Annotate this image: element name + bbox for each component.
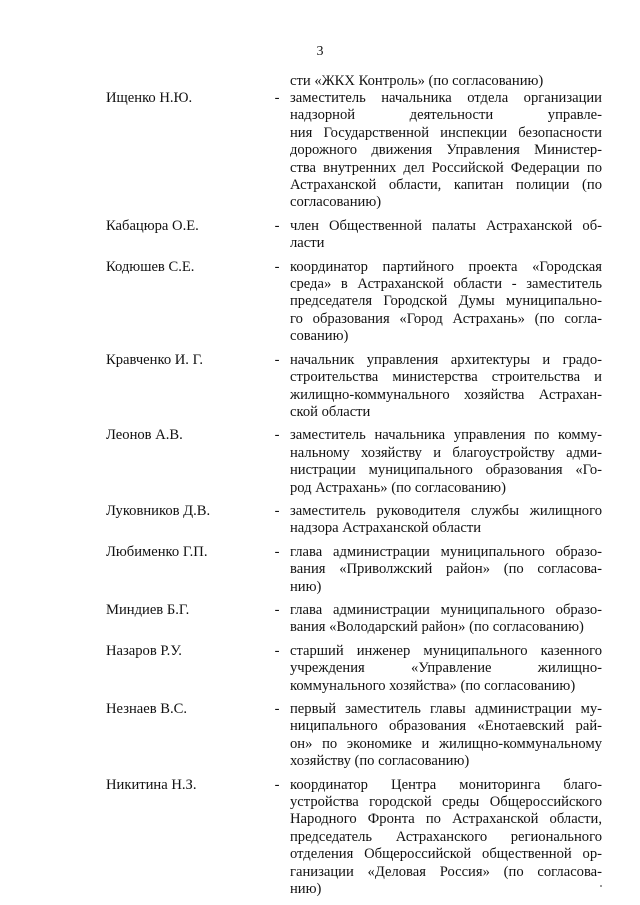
page-number: 3	[316, 44, 324, 59]
member-list	[0, 90, 640, 904]
dash-separator: -	[274, 258, 280, 275]
position-line: нальному хозяйству и благоустройству адми-	[290, 444, 602, 461]
dash-separator: -	[274, 543, 280, 560]
member-entry	[0, 427, 640, 497]
position-line: надзора Астраханской области	[290, 520, 482, 537]
position-line: заместитель начальника отдела организации	[290, 90, 602, 106]
dash-separator: -	[274, 217, 280, 234]
position-line: строительства министерства строительства и	[290, 369, 602, 386]
dash-separator: -	[274, 502, 280, 519]
member-name: Незнаев В.С.	[106, 701, 188, 717]
member-position	[290, 544, 602, 596]
member-entry	[0, 259, 640, 346]
position-line: отделения Общероссийской общественной ор-	[290, 846, 602, 863]
member-entry	[0, 643, 640, 695]
position-line: первый заместитель главы администрации му-	[290, 701, 602, 717]
position-line: вания «Володарский район» (по согласованию)	[290, 619, 584, 636]
position-line: род Астрахань» (по согласованию)	[290, 479, 506, 496]
position-line: Астраханской области, капитан полиции (по	[290, 177, 602, 194]
dash-separator: -	[274, 427, 280, 444]
dash-separator: -	[274, 642, 280, 659]
member-entry	[0, 777, 640, 899]
member-name: Миндиев Б.Г.	[106, 601, 190, 618]
member-name: Леонов А.В.	[106, 427, 183, 444]
member-position	[290, 602, 602, 637]
position-line: координатор Центра мониторинга благо-	[290, 776, 602, 793]
position-line: надзорной деятельности управле-	[290, 107, 602, 124]
position-line: нию)	[290, 881, 322, 898]
member-position	[290, 701, 602, 771]
position-line: Народного Фронта по Астраханской области,	[290, 811, 602, 828]
member-position	[290, 503, 602, 538]
dash-separator: -	[274, 701, 280, 717]
position-line: старший инженер муниципального казенного	[290, 642, 602, 659]
member-name: Кравченко И. Г.	[106, 351, 204, 368]
position-line: учреждения «Управление жилищно-	[290, 660, 602, 677]
position-line: сованию)	[290, 328, 349, 345]
member-entry	[0, 352, 640, 422]
position-line: среда» в Астраханской области - заместитель	[290, 276, 602, 293]
dash-separator: -	[274, 351, 280, 368]
position-line: он» по экономике и жилищно-коммунальному	[290, 735, 602, 752]
position-line: координатор партийного проекта «Городская	[290, 258, 602, 275]
position-line: хозяйству (по согласованию)	[290, 753, 470, 770]
member-entry	[0, 218, 640, 253]
dash-separator: -	[274, 90, 280, 106]
member-entry	[0, 90, 640, 212]
position-line: нию)	[290, 578, 322, 595]
position-line: коммунального хозяйства» (по согласованию)	[290, 677, 576, 694]
member-position	[290, 90, 602, 212]
dash-separator: -	[274, 601, 280, 618]
position-line: ния Государственной инспекции безопасности	[290, 124, 602, 141]
position-line: председатель Астраханского регионального	[290, 828, 602, 845]
member-position	[290, 643, 602, 695]
position-line: согласованию)	[290, 194, 382, 211]
position-line: заместитель руководителя службы жилищного	[290, 502, 602, 519]
scan-speck	[600, 885, 602, 887]
member-position	[290, 427, 602, 497]
member-name: Кодюшев С.Е.	[106, 258, 195, 275]
position-line: го образования «Город Астрахань» (по согла-	[290, 310, 602, 327]
position-line: ниципального образования «Енотаевский рай-	[290, 718, 602, 735]
member-name: Любименко Г.П.	[106, 543, 208, 560]
member-name: Ищенко Н.Ю.	[106, 90, 193, 106]
member-position	[290, 777, 602, 899]
position-line: начальник управления архитектуры и градо-	[290, 351, 602, 368]
member-entry	[0, 503, 640, 538]
position-line: член Общественной палаты Астраханской об-	[290, 217, 602, 234]
position-line: вания «Приволжский район» (по согласова-	[290, 561, 602, 578]
position-line: ганизации «Деловая Россия» (по согласова-	[290, 863, 602, 880]
position-line: глава администрации муниципального образо-	[290, 601, 602, 618]
position-line: заместитель начальника управления по комму-	[290, 427, 602, 444]
continuation-text: сти «ЖКХ Контроль» (по согласованию)	[290, 73, 544, 89]
member-name: Луковников Д.В.	[106, 502, 211, 519]
member-entry	[0, 701, 640, 771]
position-line: устройства городской среды Общероссийского	[290, 794, 602, 811]
position-line: глава администрации муниципального образо-	[290, 543, 602, 560]
position-line: ской области	[290, 403, 371, 420]
position-line: председателя Городской Думы муниципально-	[290, 293, 602, 310]
position-line: дорожного движения Управления Министер-	[290, 142, 602, 159]
position-line: нистрации муниципального образования «Го-	[290, 462, 602, 479]
member-position	[290, 218, 602, 253]
dash-separator: -	[274, 776, 280, 793]
position-line: ласти	[290, 235, 325, 252]
member-name: Никитина Н.З.	[106, 776, 197, 793]
member-entry	[0, 602, 640, 637]
member-name: Назаров Р.У.	[106, 642, 182, 659]
position-line: жилищно-коммунального хозяйства Астрахан-	[290, 386, 602, 403]
member-entry	[0, 544, 640, 596]
position-line: ства внутренних дел Российской Федерации по	[290, 159, 602, 176]
member-name: Кабацюра О.Е.	[106, 217, 199, 234]
member-position	[290, 259, 602, 346]
member-position	[290, 352, 602, 422]
